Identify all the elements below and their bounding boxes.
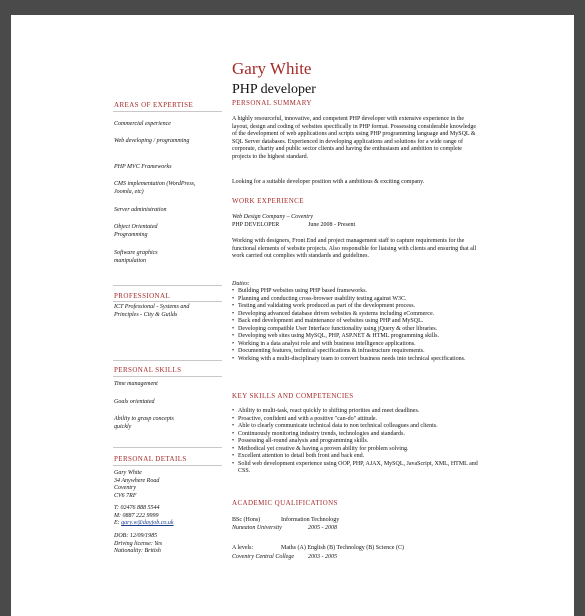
cv-page [11,15,574,616]
work-company: Web Design Company – Coventry [232,214,314,220]
duties-list [232,288,482,363]
areas-heading: AREAS OF EXPERTISE [114,101,194,109]
degree: BSc (Hons) [232,517,261,523]
professional-heading: PROFESSIONAL [114,292,171,300]
key-skills-heading: KEY SKILLS AND COMPETENCIES [232,392,354,400]
degree-subject: Information Technology [281,517,340,523]
duty-item: • Developing web sites using MySQL, PHP, ASP.NET & HTML programming skills. [232,333,482,341]
summary-paragraph: A highly resourceful, innovative, and competent PHP developer with extensive experience in the layout, design and coding of websites specifically in PHP format. Possessing considerable knowledge of the development of web applications and scripts using PHP programming language and MySQL & SQL Server databases. Experienced in developing applications and solutions for a wide range of corporate, charity and public sector clients and having the enthusiasm and ambition to complete projects to the highest standard. [232,116,477,160]
divider [113,360,222,361]
duty-item: • Working with a multi-disciplinary team to convert business needs into technical specifications. [232,356,482,364]
details-name: Gary White [114,470,142,476]
college: Coventry Central College [232,554,294,560]
details-mobile: M: 0887 222 9999 [114,512,159,519]
key-skill-item: • Proactive, confident and with a positive "can-do" attitude. [232,416,482,424]
expertise-item: Web developing / programming [114,138,190,144]
details-heading: PERSONAL DETAILS [114,455,187,463]
details-postcode: CV6 7RF [114,492,137,499]
candidate-name: Gary White [232,59,312,78]
divider [113,301,222,302]
expertise-item: Software graphics manipulation [114,250,158,264]
college-dates: 2003 - 2005 [308,554,337,560]
duties-label: Duties: [232,281,250,287]
duty-item: • Planning and conducting cross-browser usability testing against W3C. [232,296,482,304]
divider [113,376,222,377]
skill-item: Goals orientated [114,399,155,405]
alevels-label: A levels: [232,545,254,551]
key-skill-item: • Excellent attention to detail both front and back end. [232,453,482,461]
divider [113,111,222,112]
divider [113,447,222,448]
expertise-item: PHP MVC Frameworks [114,164,172,170]
duty-item: • Documenting features, technical specifications & infrastructure requirements. [232,348,482,356]
divider [113,465,222,466]
job-title: PHP developer [232,82,316,97]
work-heading: WORK EXPERIENCE [232,197,304,205]
email-link[interactable]: gary.w@dayjob.co.uk [121,520,174,526]
expertise-item: Object Orientated Programming [114,224,158,238]
duty-item: • Developing compatible User Interface functionality using jQuery & other libraries. [232,326,482,334]
duty-item: • Working in a data analyst role and with business intelligence applications. [232,341,482,349]
university: Nuneaton University [232,525,282,531]
details-city: Coventry [114,485,136,491]
email-prefix: E: [114,520,120,526]
duty-item: • Back end development and maintenance of websites using PHP and MySQL. [232,318,482,326]
key-skill-item: • Continuously monitoring industry trends, technologies and standards. [232,431,482,439]
alevels-grades: Maths (A) English (B) Technology (B) Science (C) [281,545,404,551]
details-address: 34 Anywhere Road [114,477,160,484]
expertise-item: CMS implementation (WordPress, Joomla, etc) [114,181,196,195]
work-dates: June 2008 - Present [308,222,356,228]
skill-item: Time management [114,381,158,387]
key-skill-item: • Methodical yet creative & having a proven ability for problem solving. [232,446,482,454]
duty-item: • Building PHP websites using PHP based frameworks. [232,288,482,296]
academic-heading: ACADEMIC QUALIFICATIONS [232,499,338,507]
details-email-row [114,520,216,528]
professional-text: ICT Professional - Systems and Principles - City & Guilds [114,304,190,318]
key-skill-item: • Solid web development experience using OOP, PHP, AJAX, MySQL, JavaScript, XML, HTML and CSS. [232,461,482,476]
divider [113,285,222,286]
university-dates: 2005 - 2008 [308,525,337,531]
details-nationality: Nationality: British [114,548,161,554]
details-license: Driving license: Yes [114,540,163,547]
key-skill-item: • Possessing all-round analysis and programming skills. [232,438,482,446]
duty-item: • Developing advanced database driven websites & systems including eCommerce. [232,311,482,319]
summary-goal: Looking for a suitable developer position with a ambitious & exciting company. [232,179,425,185]
key-skill-item: • Able to clearly communicate technical data to non technical colleagues and clients. [232,423,482,431]
key-skill-item: • Ability to multi-task, react quickly to shifting priorities and meet deadlines. [232,408,482,416]
key-skills-list [232,408,482,476]
skills-heading: PERSONAL SKILLS [114,366,182,374]
summary-heading: PERSONAL SUMMARY [232,99,312,107]
work-description: Working with designers, Front End and project management staff to capture requirements for the functional elements of website projects. Also responsible for liaising with clients and ensuring that all work carried out complies with standards and guidelines. [232,238,477,259]
skill-item: Ability to grasp concepts quickly [114,416,174,430]
duty-item: • Testing and validating work produced as part of the development process. [232,303,482,311]
details-telephone: T: 02476 888 5544 [114,505,160,511]
details-dob: DOB: 12/09/1985 [114,533,158,539]
work-position: PHP DEVELOPER [232,222,280,228]
expertise-item: Server administration [114,207,167,213]
expertise-item: Commercial experience [114,121,171,127]
